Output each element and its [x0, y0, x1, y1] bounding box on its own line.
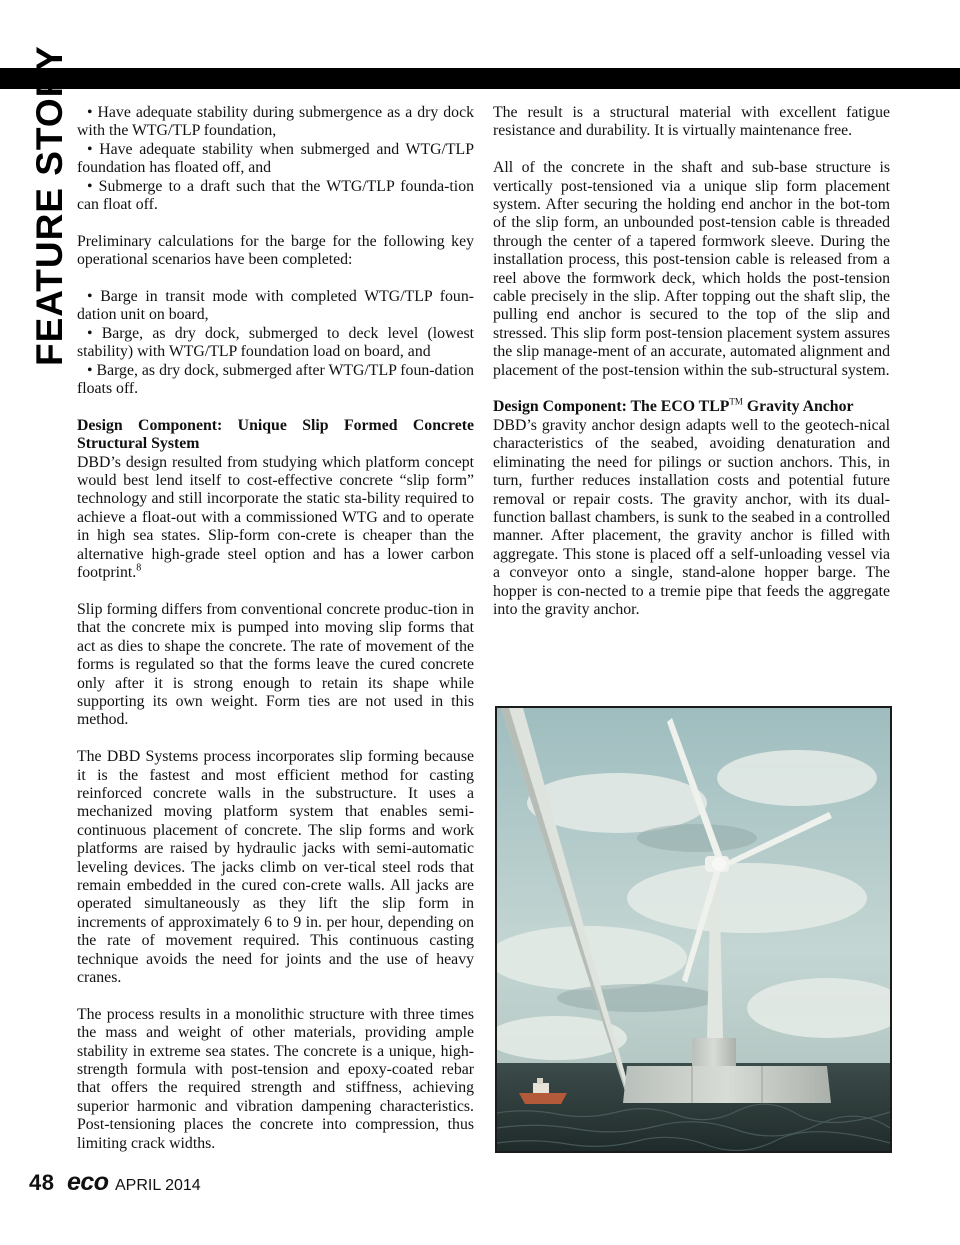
bullet-item: • Have adequate stability during submergence as a dry dock with the WTG/TLP foundation,: [77, 104, 474, 140]
paragraph: DBD’s gravity anchor design adapts well to the geotech-nical characteristics of the seabed, avoiding denaturation and eliminating the need for pilings or suction anchors. This, in turn, further reduces installation costs and potential future removal or repair costs. The gravity anchor, with its dual-function ballast chambers, is sunk to the seabed in a controlled manner. After placement, the gravity anchor is filled with aggregate. This stone is placed off a self-unloading vessel via a conveyor onto a single, stand-alone hopper barge. The hopper is con-nected to a tremie pipe that feeds the aggregate into the gravity anchor.: [493, 416, 890, 618]
left-column: [77, 104, 474, 1153]
gravity-anchor-base: [623, 1066, 831, 1103]
paragraph: The result is a structural material with excellent fatigue resistance and durability. It is virtually maintenance free.: [493, 104, 890, 140]
issue-date: APRIL 2014: [114, 1177, 201, 1194]
section-heading: Design Component: Unique Slip Formed Concrete Structural System: [77, 416, 474, 453]
page-footer: [29, 1168, 201, 1197]
bullet-item: • Submerge to a draft such that the WTG/TLP founda-tion can float off.: [77, 177, 474, 214]
bullet-item: • Barge, as dry dock, submerged after WTG/TLP foun-dation floats off.: [77, 361, 474, 398]
right-column: [493, 104, 890, 619]
section-heading: [493, 398, 890, 416]
paragraph-text: DBD’s design resulted from studying which platform concept would best lend itself to cost-effective concrete “slip form” technology and still incorporate the static sta-bility required to achieve a float-out with a commissioned WTG and to operate in high sea states. Slip-form con-crete is cheaper than the alternative high-grade steel option and has a lower carbon footprint.: [77, 453, 474, 582]
trademark: TM: [729, 397, 743, 408]
paragraph: The process results in a monolithic structure with three times the mass and weight of other materials, providing ample stability in extreme sea states. The concrete is a unique, high-strength formula with post-tension and epoxy-coated rebar that offers the required strength and stiffness, achieving superior harmonic and vibration dampening characteristics. Post-tensioning places the concrete into compression, thus limiting crack widths.: [77, 1005, 474, 1152]
heading-text: Design Component: The ECO TLP: [493, 398, 730, 416]
header-rule: [0, 68, 960, 89]
paragraph: Slip forming differs from conventional concrete produc-tion in that the concrete mix is pumped into moving slip forms that act as dies to shape the concrete. The rate of movement of the forms is regulated so that the forms leave the cured concrete only after it is strong enough to retain its shape while supporting its own weight. Form ties are not used in this method.: [77, 600, 474, 729]
paragraph: [77, 454, 474, 583]
footnote-ref: 8: [136, 562, 142, 574]
paragraph: The DBD Systems process incorporates slip forming because it is the fastest and most efficient method for casting reinforced concrete walls in the substructure. It uses a mechanized moving platform system that enables semi-continuous placement of concrete. The slip forms and work platforms are raised by hydraulic jacks with semi-automatic leveling devices. The jacks climb on ver-tical steel rods that remain embedded in the cured con-crete walls. All jacks are operated simultaneously as they lift the slip form in increments of approximately 6 to 9 in. per hour, depending on the rate of movement required. This continuous casting technique avoids the need for joints and the use of heavy cranes.: [77, 748, 474, 987]
page-number: 48: [29, 1170, 55, 1195]
rotor-hub: [712, 857, 726, 871]
paragraph: Preliminary calculations for the barge for the following key operational scenarios have been completed:: [77, 232, 474, 269]
heading-text: Gravity Anchor: [742, 398, 854, 416]
bullet-item: • Barge in transit mode with completed WTG/TLP foun-dation unit on board,: [77, 288, 474, 324]
bullet-item: • Barge, as dry dock, submerged to deck level (lowest stability) with WTG/TLP foundation load on board, and: [77, 324, 474, 361]
magazine-logo: eco: [66, 1168, 109, 1196]
paragraph: All of the concrete in the shaft and sub-base structure is vertically post-tensioned via a unique slip form placement system. After securing the holding end anchor in the bot-tom of the slip form, an unbounded post-tension cable is threaded through the center of a tapered formwork sleeve. During the installation process, this post-tension cable is released from a reel above the formwork deck, which holds the post-tension cable precisely in the slip. After topping out the shaft slip, the pulling end anchor is secured to the top of the slip and stressed. This slip form post-tension placement system assures the slip manage-ment of an accurate, automated alignment and placement of the post-tension within the sub-structural system.: [493, 159, 890, 379]
bullet-item: • Have adequate stability when submerged and WTG/TLP foundation has floated off, and: [77, 140, 474, 177]
section-label: FEATURE STORY: [29, 45, 70, 366]
wind-turbine-photo: [495, 706, 892, 1153]
